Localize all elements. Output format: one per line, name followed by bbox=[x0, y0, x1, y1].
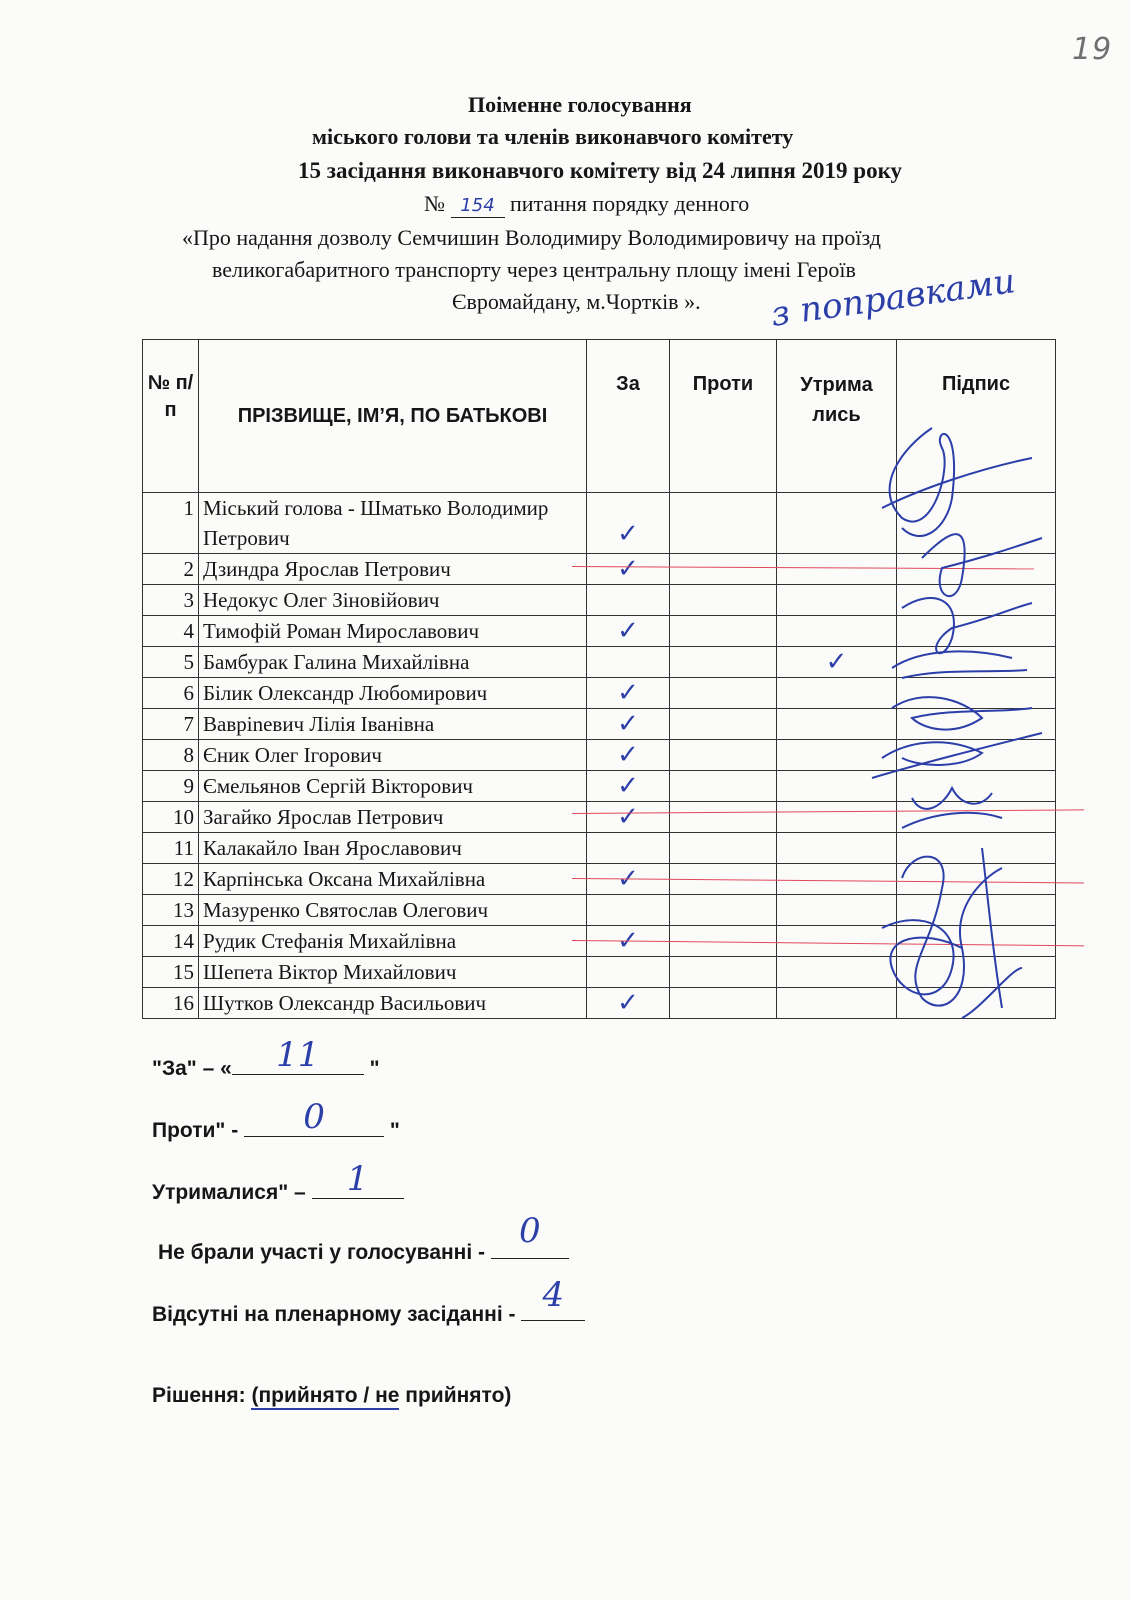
row-name: Дзиндра Ярослав Петрович bbox=[199, 554, 587, 585]
row-name: Шепета Віктор Михайлович bbox=[199, 957, 587, 988]
row-number: 11 bbox=[143, 833, 199, 864]
row-proty bbox=[670, 647, 777, 678]
check-mark-icon: ✓ bbox=[617, 678, 639, 708]
row-proty bbox=[670, 833, 777, 864]
topic-line-2: великогабаритного транспорту через центральну площу імені Героїв bbox=[212, 257, 856, 282]
header-utrymalys: Утрима лись bbox=[777, 340, 897, 493]
summary-za bbox=[152, 1035, 380, 1081]
check-mark-icon: ✓ bbox=[617, 926, 639, 956]
summary-proty-label: Проти" - bbox=[152, 1119, 245, 1142]
row-name: Шутков Олександр Васильович bbox=[199, 988, 587, 1019]
summary-za-value: 11 bbox=[276, 1035, 320, 1075]
row-proty bbox=[670, 957, 777, 988]
agenda-item-line bbox=[424, 191, 749, 218]
header-proty: Проти bbox=[670, 340, 777, 493]
header-signature: Підпис bbox=[897, 340, 1056, 493]
row-name: Бамбурак Галина Михайлівна bbox=[199, 647, 587, 678]
row-name: Білик Олександр Любомирович bbox=[199, 678, 587, 709]
row-za bbox=[587, 493, 670, 554]
row-name: Калакайло Іван Ярославович bbox=[199, 833, 587, 864]
row-za bbox=[587, 988, 670, 1019]
row-za bbox=[587, 585, 670, 616]
row-number: 2 bbox=[143, 554, 199, 585]
topic-line-3: Євромайдану, м.Чортків ». bbox=[452, 289, 701, 314]
check-mark-icon: ✓ bbox=[617, 864, 639, 894]
check-mark-icon: ✓ bbox=[617, 802, 639, 832]
session-line: 15 засідання виконавчого комітету від 24 липня 2019 року bbox=[298, 158, 903, 183]
row-proty bbox=[670, 709, 777, 740]
row-name: Єник Олег Ігорович bbox=[199, 740, 587, 771]
summary-proty-value: 0 bbox=[303, 1097, 325, 1137]
decision-choice-underlined: (прийнято / не bbox=[251, 1384, 399, 1410]
row-number: 16 bbox=[143, 988, 199, 1019]
check-mark-icon: ✓ bbox=[617, 616, 639, 646]
check-mark-icon: ✓ bbox=[617, 740, 639, 770]
row-za bbox=[587, 554, 670, 585]
row-number: 3 bbox=[143, 585, 199, 616]
row-za bbox=[587, 802, 670, 833]
row-proty bbox=[670, 988, 777, 1019]
check-mark-icon: ✓ bbox=[825, 647, 848, 677]
row-name: Мазуренко Святослав Олегович bbox=[199, 895, 587, 926]
doc-subtitle: міського голови та членів виконавчого комітету bbox=[312, 124, 794, 149]
summary-za-blank bbox=[232, 1035, 364, 1075]
item-prefix: № bbox=[424, 191, 445, 216]
row-proty bbox=[670, 585, 777, 616]
row-za bbox=[587, 957, 670, 988]
row-number: 15 bbox=[143, 957, 199, 988]
row-number: 7 bbox=[143, 709, 199, 740]
summary-proty-blank bbox=[244, 1097, 384, 1137]
row-name: Ємельянов Сергій Вікторович bbox=[199, 771, 587, 802]
row-za bbox=[587, 647, 670, 678]
signatures-scribble bbox=[862, 408, 1062, 1048]
row-za bbox=[587, 895, 670, 926]
row-number: 13 bbox=[143, 895, 199, 926]
summary-proty bbox=[152, 1097, 400, 1143]
summary-no-participation bbox=[158, 1211, 569, 1265]
row-proty bbox=[670, 740, 777, 771]
row-number: 14 bbox=[143, 926, 199, 957]
summary-utr-value: 1 bbox=[346, 1159, 369, 1199]
doc-title: Поіменне голосування bbox=[468, 92, 692, 117]
page-number: 19 bbox=[1072, 32, 1113, 67]
summary-no-part-blank bbox=[491, 1211, 569, 1259]
decision-line bbox=[152, 1384, 511, 1408]
row-name: Тимофій Роман Мирославович bbox=[199, 616, 587, 647]
row-proty bbox=[670, 802, 777, 833]
summary-za-close: " bbox=[363, 1057, 380, 1080]
header-za: За bbox=[587, 340, 670, 493]
summary-za-label: "За" – « bbox=[152, 1057, 232, 1080]
row-proty bbox=[670, 895, 777, 926]
summary-utr-blank bbox=[312, 1159, 404, 1199]
summary-utrymalys bbox=[152, 1159, 404, 1205]
row-number: 5 bbox=[143, 647, 199, 678]
row-number: 1 bbox=[143, 493, 199, 554]
row-name: Рудик Стефанія Михайлівна bbox=[199, 926, 587, 957]
row-number: 10 bbox=[143, 802, 199, 833]
row-za bbox=[587, 771, 670, 802]
row-number: 12 bbox=[143, 864, 199, 895]
decision-rest: прийнято) bbox=[399, 1384, 512, 1407]
summary-absent-value: 4 bbox=[542, 1275, 565, 1315]
row-za bbox=[587, 616, 670, 647]
summary-proty-close: " bbox=[384, 1119, 400, 1142]
row-name: Міський голова - Шматько Володимир Петрович bbox=[199, 493, 587, 554]
row-proty bbox=[670, 554, 777, 585]
row-number: 6 bbox=[143, 678, 199, 709]
summary-absent-label: Відсутні на пленарному засіданні - bbox=[152, 1303, 522, 1326]
summary-absent bbox=[152, 1275, 585, 1327]
check-mark-icon: ✓ bbox=[617, 771, 639, 801]
row-proty bbox=[670, 771, 777, 802]
row-number: 4 bbox=[143, 616, 199, 647]
check-mark-icon: ✓ bbox=[617, 554, 639, 584]
check-mark-icon: ✓ bbox=[617, 988, 639, 1018]
topic-line-1: «Про надання дозволу Семчишин Володимиру Володимировичу на проїзд bbox=[182, 225, 881, 250]
row-name: Ваврineвич Лілія Іванівна bbox=[199, 709, 587, 740]
header-num: № п/ п bbox=[143, 340, 199, 493]
item-number: 154 bbox=[451, 195, 505, 218]
summary-absent-blank bbox=[521, 1275, 585, 1321]
row-number: 8 bbox=[143, 740, 199, 771]
row-name: Недокус Олег Зіновійович bbox=[199, 585, 587, 616]
row-proty bbox=[670, 493, 777, 554]
row-za bbox=[587, 740, 670, 771]
summary-utr-label: Утрималися" – bbox=[152, 1181, 312, 1204]
header-name: ПРІЗВИЩЕ, ІМ’Я, ПО БАТЬКОВІ bbox=[199, 340, 587, 493]
row-za bbox=[587, 678, 670, 709]
row-za bbox=[587, 709, 670, 740]
summary-no-part-value: 0 bbox=[519, 1211, 541, 1251]
row-number: 9 bbox=[143, 771, 199, 802]
check-mark-icon: ✓ bbox=[617, 709, 639, 739]
summary-no-part-label: Не брали участі у голосуванні - bbox=[158, 1241, 491, 1264]
check-mark-icon: ✓ bbox=[617, 519, 639, 549]
handwritten-note: з поправками bbox=[768, 261, 1018, 335]
row-proty bbox=[670, 616, 777, 647]
item-suffix: питання порядку денного bbox=[510, 191, 750, 216]
row-name: Карпінська Оксана Михайлівна bbox=[199, 864, 587, 895]
row-za bbox=[587, 833, 670, 864]
row-proty bbox=[670, 678, 777, 709]
row-name: Загайко Ярослав Петрович bbox=[199, 802, 587, 833]
decision-label: Рішення: bbox=[152, 1384, 252, 1407]
